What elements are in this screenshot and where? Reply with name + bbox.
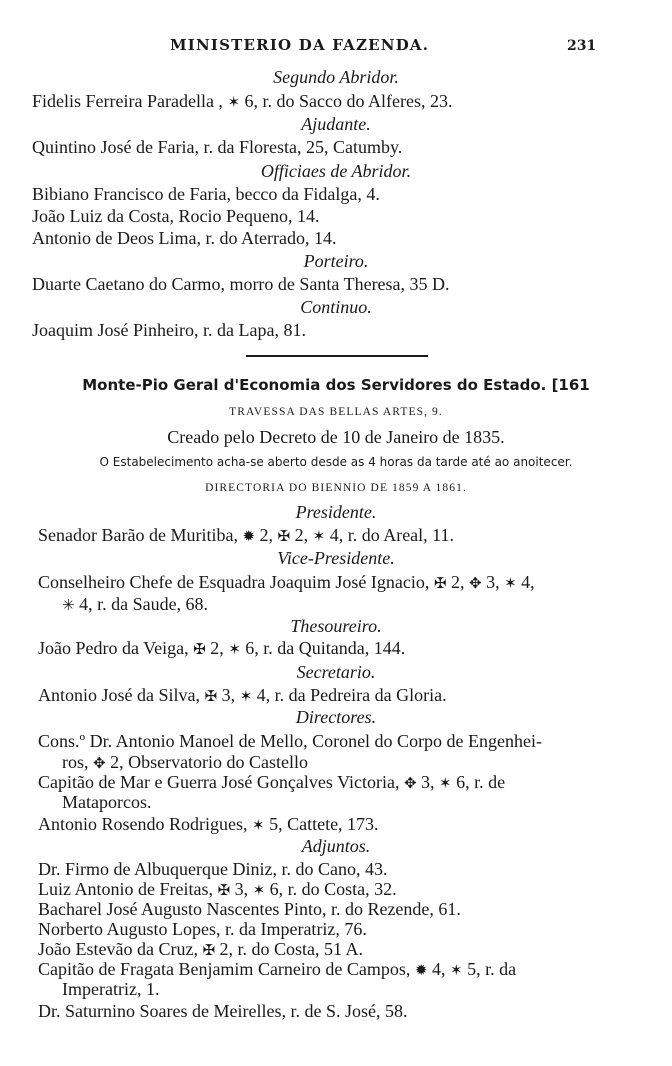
entry-line: Cons.º Dr. Antonio Manoel de Mello, Coronel do Corpo de Engenhei- bbox=[38, 731, 543, 751]
entry-line: Joaquim José Pinheiro, r. da Lapa, 81. bbox=[32, 320, 306, 340]
board-heading: DIRECTORIA DO BIENNIO DE 1859 A 1861. bbox=[205, 482, 467, 494]
entry-line: Conselheiro Chefe de Esquadra Joaquim José Ignacio, ✠ 2, ✥ 3, ✶ 4, bbox=[38, 572, 535, 592]
order-maltese-icon: ✥ bbox=[468, 574, 482, 592]
entry-line: Quintino José de Faria, r. da Floresta, 25, Catumby. bbox=[32, 137, 403, 157]
entry-line: João Luiz da Costa, Rocio Pequeno, 14. bbox=[32, 206, 320, 226]
entry-line: Senador Barão de Muritiba, ✹ 2, ✠ 2, ✶ 4, r. do Areal, 11. bbox=[38, 525, 454, 545]
entry-line: Norberto Augusto Lopes, r. da Imperatriz, 76. bbox=[38, 919, 367, 939]
heading-porteiro: Porteiro. bbox=[303, 251, 369, 271]
entry-line: Capitão de Mar e Guerra José Gonçalves Victoria, ✥ 3, ✶ 6, r. de bbox=[38, 772, 506, 792]
entry-line: ros, ✥ 2, Observatorio do Castello bbox=[62, 752, 309, 772]
entry-line: Imperatriz, 1. bbox=[62, 979, 160, 999]
order-cross-icon: ✠ bbox=[217, 881, 231, 899]
heading-continuo: Continuo. bbox=[300, 297, 372, 317]
order-star-icon: ✹ bbox=[414, 961, 428, 979]
order-rose-icon: ✶ bbox=[252, 816, 265, 834]
order-cross-icon: ✠ bbox=[202, 941, 216, 959]
heading-vice-presidente: Vice-Presidente. bbox=[277, 548, 395, 568]
heading-segundo-abridor: Segundo Abridor. bbox=[273, 67, 399, 87]
entry-line: Antonio de Deos Lima, r. do Aterrado, 14. bbox=[32, 228, 337, 248]
order-asterisk-icon: ✳ bbox=[62, 596, 75, 614]
entry-line: Dr. Firmo de Albuquerque Diniz, r. do Cano, 43. bbox=[38, 859, 388, 879]
running-title: MINISTERIO DA FAZENDA. bbox=[170, 36, 430, 54]
entry-line: Antonio Rosendo Rodrigues, ✶ 5, Cattete, 173. bbox=[38, 814, 379, 834]
order-rose-icon: ✶ bbox=[227, 93, 241, 111]
page-number: 231 bbox=[567, 38, 597, 54]
order-star-icon: ✹ bbox=[242, 527, 256, 545]
heading-directores: Directores. bbox=[295, 707, 377, 727]
section-title: Monte-Pio Geral d'Economia dos Servidores do Estado. [161 bbox=[82, 376, 590, 394]
heading-adjuntos: Adjuntos. bbox=[301, 836, 371, 856]
entry-line: Antonio José da Silva, ✠ 3, ✶ 4, r. da Pedreira da Gloria. bbox=[38, 685, 447, 705]
entry-line: Fidelis Ferreira Paradella , ✶ 6, r. do Sacco do Alferes, 23. bbox=[32, 91, 453, 111]
order-maltese-icon: ✥ bbox=[93, 754, 106, 772]
order-cross-icon: ✠ bbox=[277, 527, 291, 545]
opening-hours: O Estabelecimento acha-se aberto desde as 4 horas da tarde até ao anoitecer. bbox=[99, 455, 573, 469]
heading-secretario: Secretario. bbox=[296, 662, 376, 682]
order-rose-icon: ✶ bbox=[439, 774, 452, 792]
creation-note: Creado pelo Decreto de 10 de Janeiro de 1835. bbox=[167, 427, 505, 447]
entry-line: Mataporcos. bbox=[62, 792, 152, 812]
order-rose-icon: ✶ bbox=[504, 574, 517, 592]
order-rose-icon: ✶ bbox=[449, 961, 463, 979]
order-rose-icon: ✶ bbox=[252, 881, 266, 899]
heading-officiaes: Officiaes de Abridor. bbox=[260, 161, 412, 181]
entry-line: Bacharel José Augusto Nascentes Pinto, r. do Rezende, 61. bbox=[38, 899, 461, 919]
heading-ajudante: Ajudante. bbox=[301, 114, 371, 134]
section-divider bbox=[246, 355, 428, 357]
entry-line: Capitão de Fragata Benjamim Carneiro de Campos, ✹ 4, ✶ 5, r. da bbox=[38, 959, 517, 979]
heading-presidente: Presidente. bbox=[295, 502, 377, 522]
entry-line: Duarte Caetano do Carmo, morro de Santa Theresa, 35 D. bbox=[32, 274, 450, 294]
order-rose-icon: ✶ bbox=[228, 640, 241, 658]
entry-line: ✳ 4, r. da Saude, 68. bbox=[62, 594, 209, 614]
entry-line: Bibiano Francisco de Faria, becco da Fidalga, 4. bbox=[32, 184, 380, 204]
entry-line: Dr. Saturnino Soares de Meirelles, r. de S. José, 58. bbox=[38, 1001, 408, 1021]
entry-line: João Estevão da Cruz, ✠ 2, r. do Costa, 51 A. bbox=[38, 939, 364, 959]
order-rose-icon: ✶ bbox=[312, 527, 326, 545]
order-cross-icon: ✠ bbox=[433, 574, 447, 592]
page-header bbox=[0, 36, 672, 58]
entry-line: João Pedro da Veiga, ✠ 2, ✶ 6, r. da Quitanda, 144. bbox=[38, 638, 406, 658]
entry-line: Luiz Antonio de Freitas, ✠ 3, ✶ 6, r. do Costa, 32. bbox=[38, 879, 397, 899]
address: TRAVESSA DAS BELLAS ARTES, 9. bbox=[229, 406, 443, 418]
order-rose-icon: ✶ bbox=[239, 687, 253, 705]
heading-thesoureiro: Thesoureiro. bbox=[290, 616, 382, 636]
order-cross-icon: ✠ bbox=[193, 640, 206, 658]
order-cross-icon: ✠ bbox=[204, 687, 218, 705]
order-maltese-icon: ✥ bbox=[403, 774, 417, 792]
